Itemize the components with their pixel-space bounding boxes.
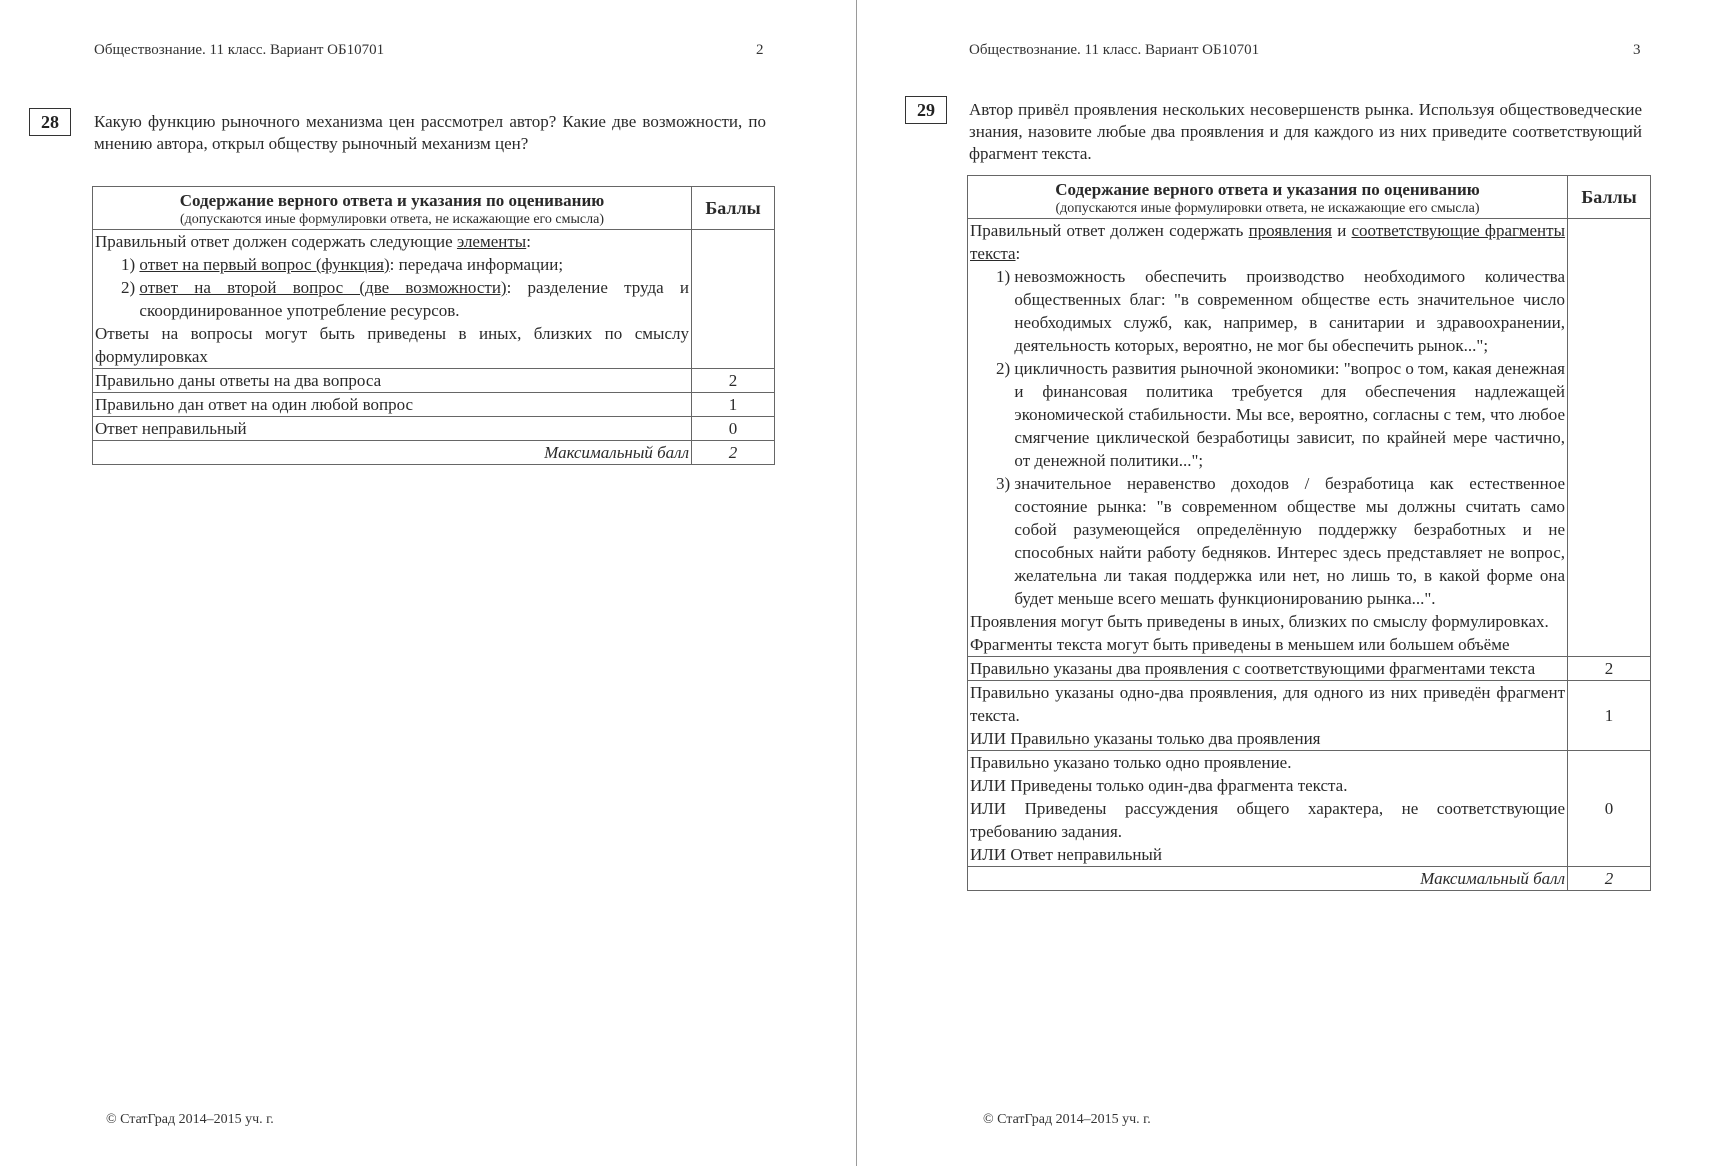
answer-item-2: 2) ответ на второй вопрос (две возможности): разделение труда и скоординированное употребление ресурсов. bbox=[121, 278, 689, 320]
max-score-value: 2 bbox=[692, 441, 775, 465]
header-score: Баллы bbox=[692, 187, 775, 230]
page-header: Обществознание. 11 класс. Вариант ОБ10701 bbox=[969, 42, 1260, 58]
answer-content bbox=[968, 219, 1568, 657]
answer-note: Ответы на вопросы могут быть приведены в иных, близких по смыслу формулировках bbox=[95, 324, 689, 366]
page-number: 3 bbox=[1633, 42, 1641, 58]
answer-item-1: 1) ответ на первый вопрос (функция): передача информации; bbox=[121, 255, 564, 274]
scoring-table bbox=[967, 175, 1651, 891]
content-score-empty bbox=[692, 230, 775, 369]
content-row bbox=[93, 230, 775, 369]
table-row bbox=[968, 751, 1651, 867]
content-row bbox=[968, 219, 1651, 657]
header-title: Содержание верного ответа и указания по оцениванию bbox=[179, 191, 605, 210]
table-header-content bbox=[93, 187, 692, 230]
header-title: Содержание верного ответа и указания по оцениванию bbox=[1055, 180, 1480, 199]
table-header-content bbox=[968, 176, 1568, 219]
answer-item-3: 3) значительное неравенство доходов / безработица как естественное состояние рынка: "в современном обществе мы должны считать само собой разумеющейся определённую поддержку безработных и не способных найти работу бедняков. Интерес здесь представляет не вопрос, желательна ли такая поддержка или нет, но лишь то, в какой форме она будет меньше всего мешать функционированию рынка...". bbox=[996, 474, 1565, 608]
page-footer: © СтатГрад 2014–2015 уч. г. bbox=[983, 1112, 1151, 1127]
criterion-score: 0 bbox=[692, 417, 775, 441]
max-score-label: Максимальный балл bbox=[93, 441, 692, 465]
question-text: Какую функцию рыночного механизма цен рассмотрел автор? Какие две возможности, по мнению автора, открыл обществу рыночный механизм цен? bbox=[94, 112, 766, 153]
table-row bbox=[968, 681, 1651, 751]
answer-note-2: Фрагменты текста могут быть приведены в меньшем или большем объёме bbox=[970, 635, 1510, 654]
answer-content bbox=[93, 230, 692, 369]
question-text: Автор привёл проявления нескольких несовершенств рынка. Используя обществоведческие знания, назовите любые два проявления и для каждого из них приведите соответствующий фрагмент текста. bbox=[969, 100, 1642, 163]
page-number: 2 bbox=[756, 42, 764, 58]
table-row bbox=[968, 657, 1651, 681]
scoring-table bbox=[92, 186, 775, 465]
max-score-value: 2 bbox=[1568, 867, 1651, 891]
criterion-score: 0 bbox=[1568, 751, 1651, 867]
content-score-empty bbox=[1568, 219, 1651, 657]
question-number-29: 29 bbox=[905, 96, 947, 124]
table-row bbox=[93, 417, 775, 441]
criterion-score: 2 bbox=[1568, 657, 1651, 681]
table-row bbox=[93, 369, 775, 393]
criterion-text: Правильно указано только одно проявление. ИЛИ Приведены только один-два фрагмента текста. ИЛИ Приведены рассуждения общего характера, не соответствующие требованию задания. ИЛИ Ответ неправильный bbox=[968, 751, 1568, 867]
answer-note-1: Проявления могут быть приведены в иных, близких по смыслу формулировках. bbox=[970, 612, 1549, 631]
criterion-text: Ответ неправильный bbox=[93, 417, 692, 441]
max-score-label: Максимальный балл bbox=[968, 867, 1568, 891]
criterion-text: Правильно даны ответы на два вопроса bbox=[93, 369, 692, 393]
table-row bbox=[93, 393, 775, 417]
header-score: Баллы bbox=[1568, 176, 1651, 219]
criterion-score: 1 bbox=[1568, 681, 1651, 751]
criterion-text: Правильно указаны два проявления с соответствующими фрагментами текста bbox=[968, 657, 1568, 681]
page-footer: © СтатГрад 2014–2015 уч. г. bbox=[106, 1112, 274, 1127]
answer-intro: Правильный ответ должен содержать следующие элементы: bbox=[95, 232, 531, 251]
max-score-row bbox=[93, 441, 775, 465]
header-subtitle: (допускаются иные формулировки ответа, не искажающие его смысла) bbox=[1055, 201, 1480, 216]
criterion-score: 2 bbox=[692, 369, 775, 393]
criterion-text: Правильно дан ответ на один любой вопрос bbox=[93, 393, 692, 417]
answer-item-2: 2) цикличность развития рыночной экономики: "вопрос о том, какая денежная и финансовая политика требуется для обеспечения надлежащей экономической стабильности. Мы все, вероятно, согласны с тем, что любое смягчение циклической безработицы зависит, по крайней мере частично, от денежной политики..."; bbox=[996, 359, 1565, 470]
table-header-row bbox=[968, 176, 1651, 219]
answer-intro: Правильный ответ должен содержать проявления и соответствующие фрагменты текста: bbox=[970, 221, 1565, 263]
criterion-text: Правильно указаны одно-два проявления, для одного из них приведён фрагмент текста. ИЛИ Правильно указаны только два проявления bbox=[968, 681, 1568, 751]
answer-item-1: 1) невозможность обеспечить производство необходимого количества общественных благ: "в современном обществе есть значительное число необходимых служб, как, например, в санитарии и здравоохранении, деятельность которых, вероятно, не мог бы обеспечить рынок..."; bbox=[996, 267, 1565, 355]
header-subtitle: (допускаются иные формулировки ответа, не искажающие его смысла) bbox=[180, 212, 604, 227]
criterion-score: 1 bbox=[692, 393, 775, 417]
question-number-28: 28 bbox=[29, 108, 71, 136]
table-header-row bbox=[93, 187, 775, 230]
page-header: Обществознание. 11 класс. Вариант ОБ10701 bbox=[94, 42, 385, 58]
max-score-row bbox=[968, 867, 1651, 891]
right-page bbox=[857, 0, 1712, 1166]
